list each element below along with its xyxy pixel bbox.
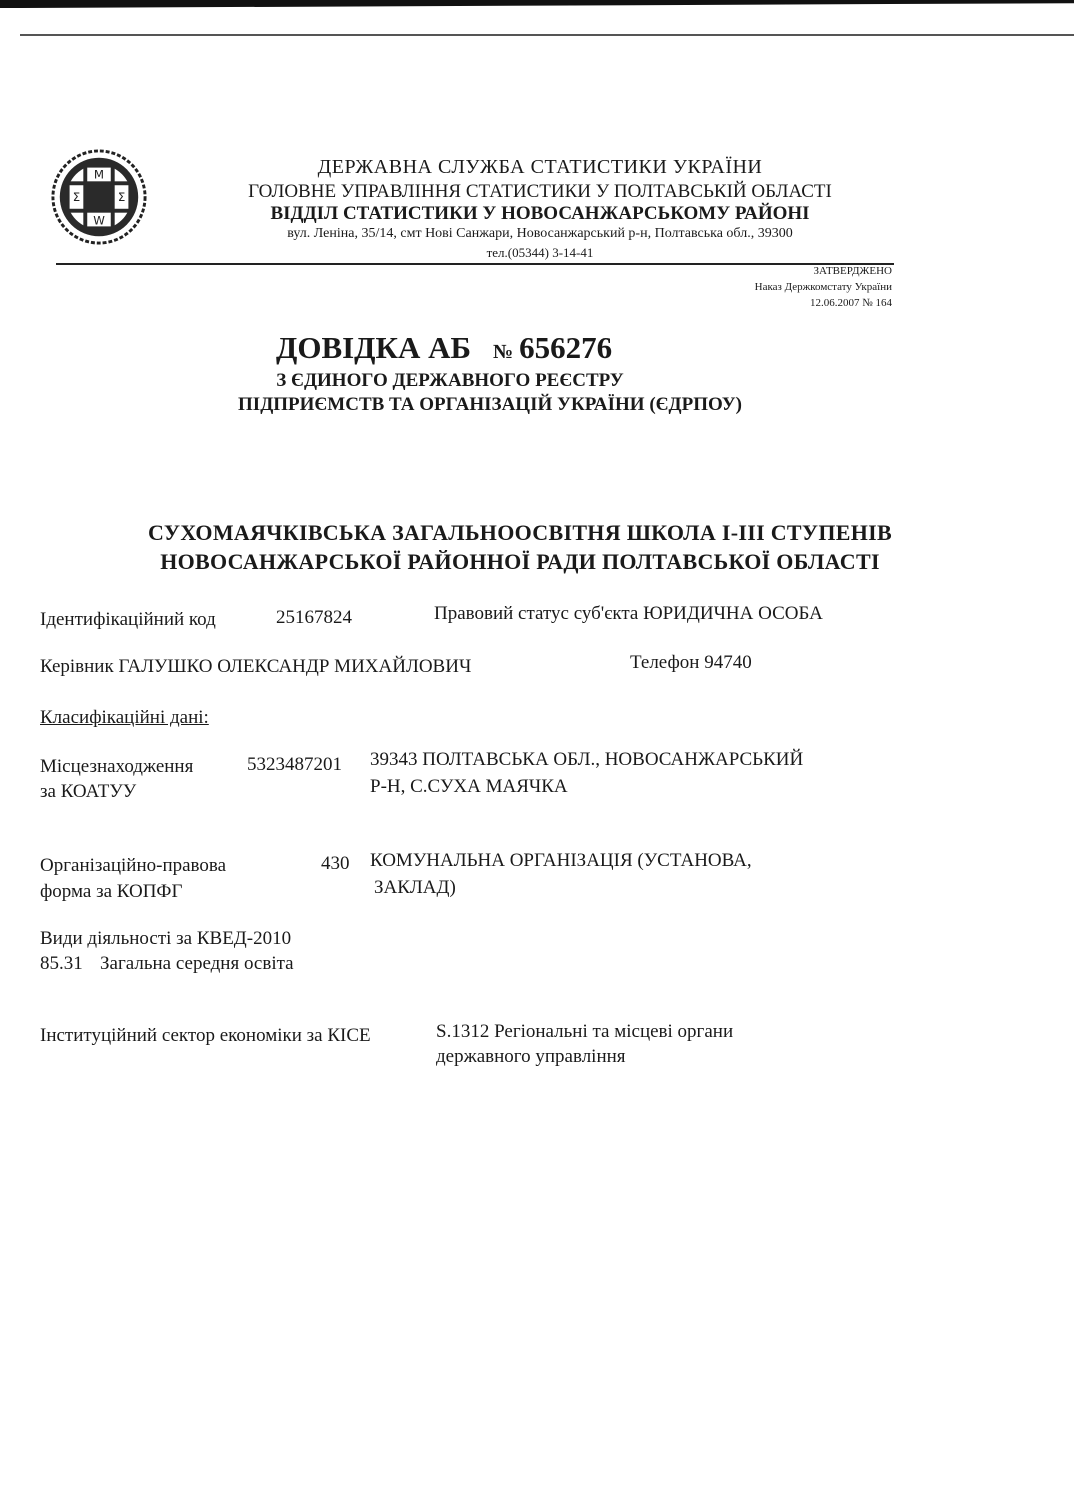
sector-value-1: S.1312 Регіональні та місцеві органи: [436, 1021, 734, 1042]
form-code: 430: [321, 853, 350, 874]
document-number: 656276: [519, 330, 613, 365]
header-line-2: ГОЛОВНЕ УПРАВЛІННЯ СТАТИСТИКИ У ПОЛТАВСЬКІЙ ОБЛАСТІ: [248, 181, 832, 202]
approved-label: ЗАТВЕРДЖЕНО: [813, 265, 892, 277]
activity-label: Види діяльності за КВЕД-2010: [40, 928, 292, 949]
contact-phone: Телефон 94740: [630, 652, 752, 673]
svg-text:Σ: Σ: [72, 189, 81, 204]
legal-status: Правовий статус суб'єкта ЮРИДИЧНА ОСОБА: [434, 603, 823, 624]
id-code-value: 25167824: [276, 607, 352, 628]
header-phone: тел.(05344) 3-14-41: [486, 245, 594, 260]
organization-name-1: СУХОМАЯЧКІВСЬКА ЗАГАЛЬНООСВІТНЯ ШКОЛА І-ІІІ СТУПЕНІВ: [148, 520, 892, 545]
statistics-service-emblem: [50, 148, 148, 246]
location-value-2: Р-Н, С.СУХА МАЯЧКА: [370, 776, 568, 797]
title-sub-2: ПІДПРИЄМСТВ ТА ОРГАНІЗАЦІЙ УКРАЇНИ (ЄДРПОУ): [238, 394, 742, 415]
location-code: 5323487201: [247, 754, 342, 775]
scan-edge: [0, 0, 1074, 8]
title-sub-1: З ЄДИНОГО ДЕРЖАВНОГО РЕЄСТРУ: [276, 370, 624, 391]
approved-order: Наказ Держкомстату України: [754, 281, 892, 293]
header-address: вул. Леніна, 35/14, смт Нові Санжари, Новосанжарський р-н, Полтавська обл., 39300: [287, 226, 793, 241]
location-label-2: за КОАТУУ: [40, 781, 137, 802]
location-label-1: Місцезнаходження: [40, 756, 194, 777]
head-name: Керівник ГАЛУШКО ОЛЕКСАНДР МИХАЙЛОВИЧ: [40, 656, 472, 677]
header-line-3: ВІДДІЛ СТАТИСТИКИ У НОВОСАНЖАРСЬКОМУ РАЙОНІ: [270, 203, 810, 224]
id-code-label: Ідентифікаційний код: [40, 609, 216, 630]
form-value-1: КОМУНАЛЬНА ОРГАНІЗАЦІЯ (УСТАНОВА,: [370, 850, 752, 871]
svg-text:M: M: [93, 167, 105, 182]
activity-value: Загальна середня освіта: [100, 953, 294, 974]
number-sign: №: [493, 341, 514, 363]
svg-text:W: W: [93, 213, 105, 228]
location-value-1: 39343 ПОЛТАВСЬКА ОБЛ., НОВОСАНЖАРСЬКИЙ: [370, 749, 804, 770]
form-value-2: ЗАКЛАД): [374, 877, 456, 898]
header-line-1: ДЕРЖАВНА СЛУЖБА СТАТИСТИКИ УКРАЇНИ: [317, 156, 763, 178]
classification-label: Класифікаційні дані:: [40, 707, 209, 728]
scan-line: [20, 34, 1074, 36]
activity-code: 85.31: [40, 953, 83, 974]
svg-text:Ʃ: Ʃ: [117, 189, 126, 204]
approved-date: 12.06.2007 № 164: [810, 297, 892, 309]
organization-name-2: НОВОСАНЖАРСЬКОЇ РАЙОННОЇ РАДИ ПОЛТАВСЬКОЇ ОБЛАСТІ: [160, 549, 880, 574]
title-main: ДОВІДКА АБ: [276, 330, 472, 365]
sector-value-2: державного управління: [436, 1046, 626, 1067]
document-title: [276, 330, 612, 366]
form-label-1: Організаційно-правова: [40, 855, 227, 876]
header-rule: [56, 263, 894, 265]
form-label-2: форма за КОПФГ: [40, 881, 183, 902]
sector-label: Інституційний сектор економіки за КІСЕ: [40, 1025, 371, 1046]
